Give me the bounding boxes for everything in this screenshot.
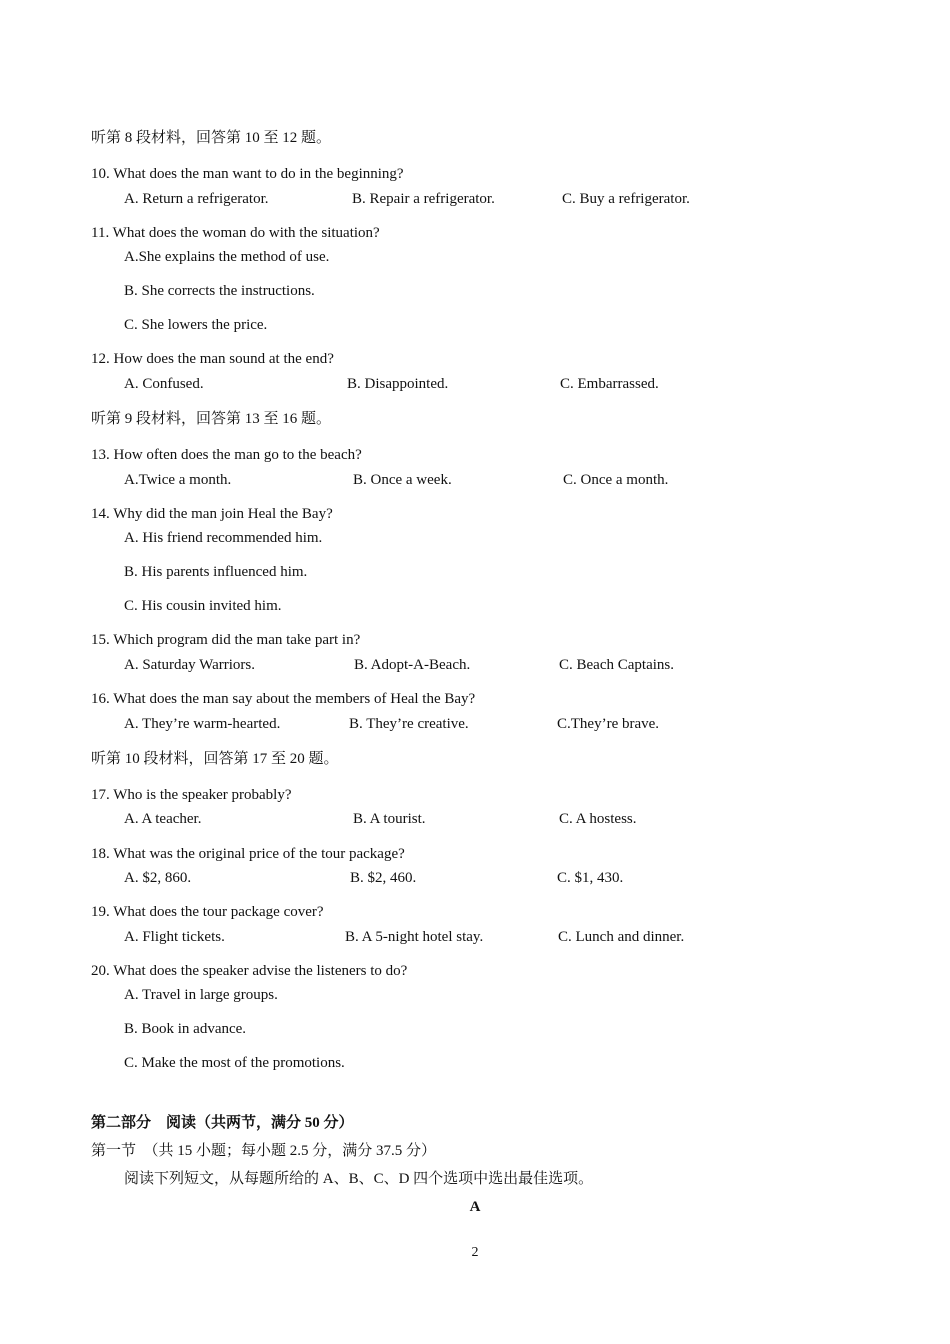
question-13-option-a: A.Twice a month. (124, 472, 232, 488)
question-15-option-b: B. Adopt-A-Beach. (354, 657, 471, 673)
question-16-option-b: B. They’re creative. (349, 716, 469, 732)
question-19-stem: 19. What does the tour package cover? (91, 904, 324, 920)
passage-label: A (469, 1199, 481, 1215)
question-12-option-a: A. Confused. (124, 376, 204, 392)
question-12-option-b: B. Disappointed. (347, 376, 449, 392)
question-19-option-c: C. Lunch and dinner. (558, 929, 685, 945)
question-17-option-b: B. A tourist. (353, 811, 426, 827)
question-20-option-a: A. Travel in large groups. (124, 987, 278, 1003)
question-18-option-b: B. $2, 460. (350, 870, 417, 886)
question-14-option-a: A. His friend recommended him. (124, 530, 323, 546)
question-12-option-c: C. Embarrassed. (560, 376, 659, 392)
question-13-stem: 13. How often does the man go to the beach? (91, 447, 362, 463)
question-20-option-c: C. Make the most of the promotions. (124, 1055, 345, 1071)
question-16-option-a: A. They’re warm-hearted. (124, 716, 281, 732)
question-16-option-c: C.They’re brave. (557, 716, 660, 732)
section-header: 听第 10 段材料，回答第 17 至 20 题。 (91, 751, 339, 767)
question-11-stem: 11. What does the woman do with the situation? (91, 225, 380, 241)
question-11-option-b: B. She corrects the instructions. (124, 283, 315, 299)
question-10-stem: 10. What does the man want to do in the beginning? (91, 166, 404, 182)
question-17-option-a: A. A teacher. (124, 811, 202, 827)
question-17-stem: 17. Who is the speaker probably? (91, 787, 292, 803)
question-10-option-a: A. Return a refrigerator. (124, 191, 269, 207)
question-20-option-b: B. Book in advance. (124, 1021, 247, 1037)
question-14-option-c: C. His cousin invited him. (124, 598, 282, 614)
question-15-stem: 15. Which program did the man take part in? (91, 632, 361, 648)
question-18-option-a: A. $2, 860. (124, 870, 192, 886)
question-13-option-c: C. Once a month. (563, 472, 669, 488)
page-number: 2 (471, 1245, 479, 1260)
instruction-text: 阅读下列短文，从每题所给的 A、B、C、D 四个选项中选出最佳选项。 (124, 1171, 594, 1187)
question-14-stem: 14. Why did the man join Heal the Bay? (91, 506, 333, 522)
section-title: 第一节 （共 15 小题；每小题 2.5 分，满分 37.5 分） (91, 1143, 437, 1159)
question-11-option-a: A.She explains the method of use. (124, 249, 330, 265)
question-10-option-c: C. Buy a refrigerator. (562, 191, 690, 207)
question-17-option-c: C. A hostess. (559, 811, 637, 827)
question-19-option-a: A. Flight tickets. (124, 929, 225, 945)
question-20-stem: 20. What does the speaker advise the listeners to do? (91, 963, 408, 979)
question-12-stem: 12. How does the man sound at the end? (91, 351, 334, 367)
section-header: 听第 9 段材料，回答第 13 至 16 题。 (91, 411, 332, 427)
question-18-option-c: C. $1, 430. (557, 870, 624, 886)
question-11-option-c: C. She lowers the price. (124, 317, 268, 333)
question-15-option-c: C. Beach Captains. (559, 657, 674, 673)
question-18-stem: 18. What was the original price of the tour package? (91, 846, 405, 862)
question-15-option-a: A. Saturday Warriors. (124, 657, 255, 673)
question-14-option-b: B. His parents influenced him. (124, 564, 308, 580)
section-header: 听第 8 段材料，回答第 10 至 12 题。 (91, 130, 332, 146)
question-10-option-b: B. Repair a refrigerator. (352, 191, 495, 207)
question-19-option-b: B. A 5-night hotel stay. (345, 929, 484, 945)
part-title: 第二部分 阅读（共两节，满分 50 分） (91, 1115, 354, 1131)
question-13-option-b: B. Once a week. (353, 472, 452, 488)
question-16-stem: 16. What does the man say about the members of Heal the Bay? (91, 691, 476, 707)
